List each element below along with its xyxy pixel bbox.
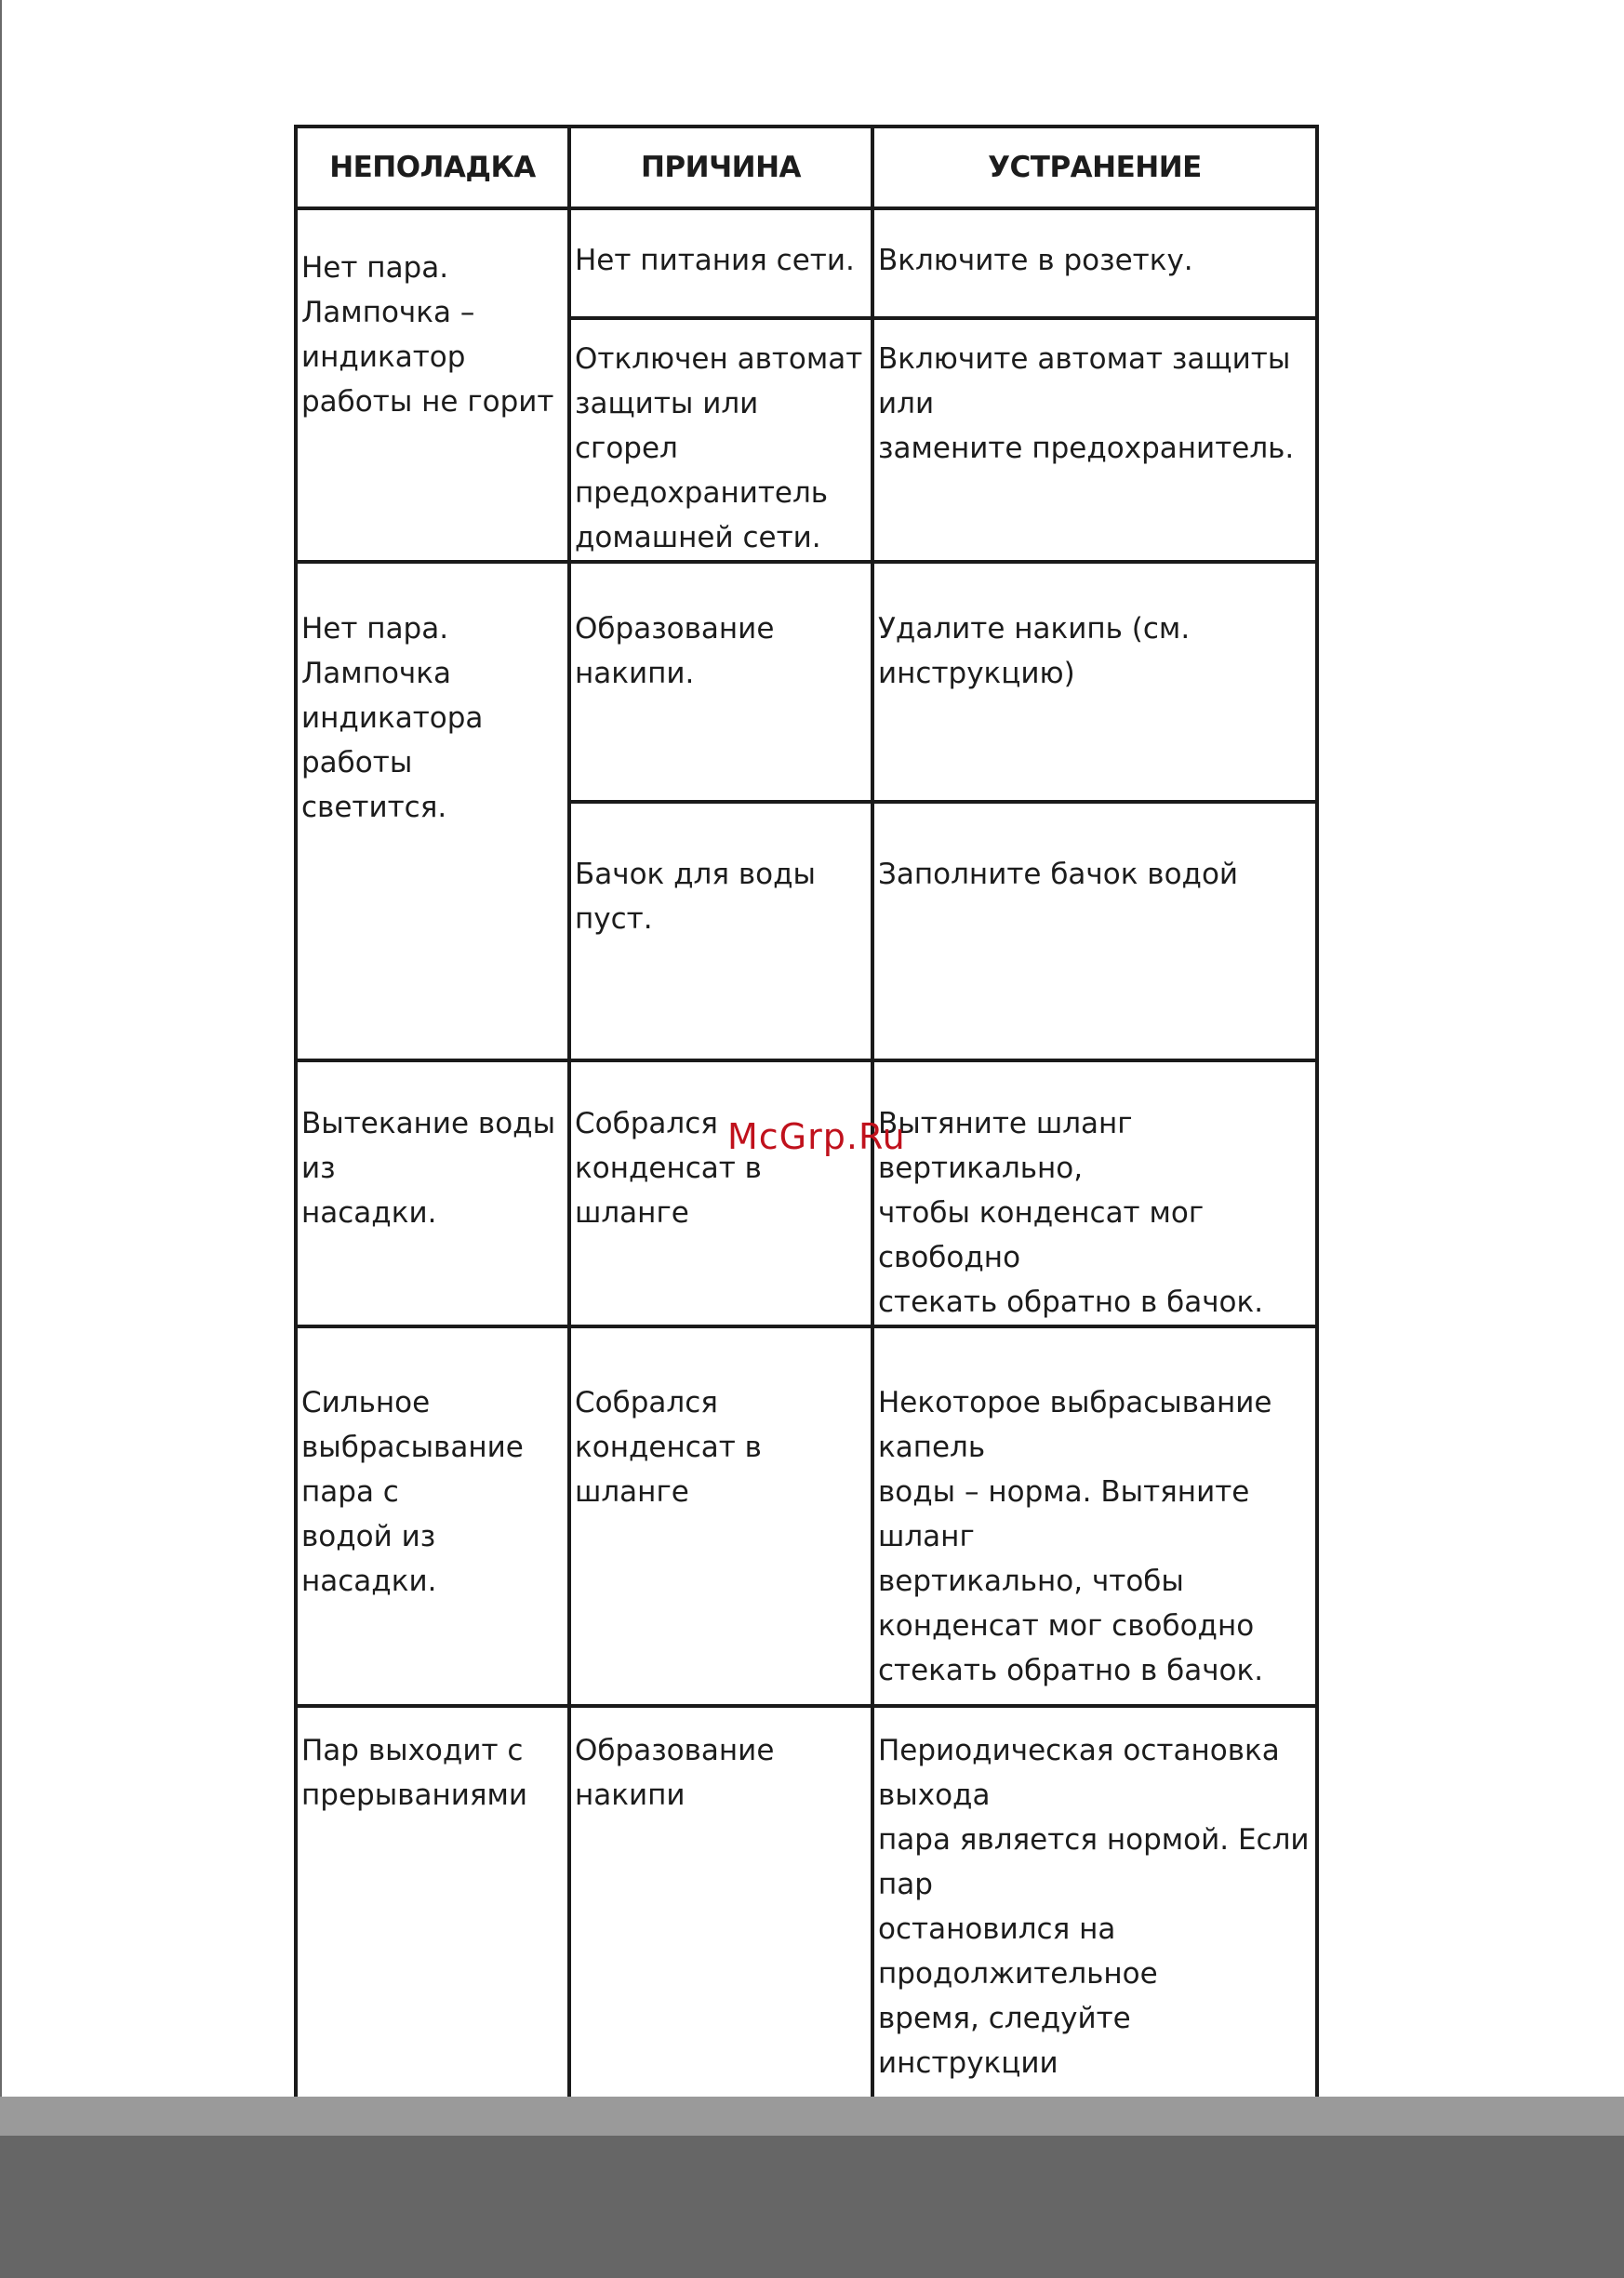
table-row [296, 562, 1317, 802]
cause-cell: Нет питания сети. [569, 208, 872, 318]
fix-cell: Включите автомат защиты или замените предохранитель. [872, 318, 1317, 562]
fix-cell: Включите в розетку. [872, 208, 1317, 318]
fix-cell: Периодическая остановка выхода пара является нормой. Если пар остановился на продолжительное время, следуйте инструкции [872, 1706, 1317, 2177]
watermark: McGrp.Ru [727, 1116, 906, 1157]
header-fix: УСТРАНЕНИЕ [872, 127, 1317, 208]
cause-cell: Образование накипи [569, 1706, 872, 2177]
cause-cell: Бачок для воды пуст. [569, 802, 872, 1060]
problem-cell: Сильное выбрасывание пара с водой из насадки. [296, 1326, 569, 1706]
problem-cell: Нет пара. Лампочка индикатора работы светится. [296, 562, 569, 1060]
problem-cell: Вытекание воды из насадки. [296, 1060, 569, 1326]
cause-cell: Образование накипи. [569, 562, 872, 802]
problem-cell: Нет пара. Лампочка – индикатор работы не горит [296, 208, 569, 562]
table-header-row [296, 127, 1317, 208]
header-problem: НЕПОЛАДКА [296, 127, 569, 208]
table-row [296, 208, 1317, 318]
table-row [296, 1326, 1317, 1706]
cause-cell: Отключен автомат защиты или сгорел предохранитель домашней сети. [569, 318, 872, 562]
cause-cell: Собрался конденсат в шланге [569, 1060, 872, 1326]
table-row [296, 1060, 1317, 1326]
footer-band-dark [0, 2136, 1624, 2278]
fix-cell: Вытяните шланг вертикально, чтобы конденсат мог свободно стекать обратно в бачок. [872, 1060, 1317, 1326]
fix-cell: Удалите накипь (см. инструкцию) [872, 562, 1317, 802]
fix-cell: Заполните бачок водой [872, 802, 1317, 1060]
footer-band-light [0, 2097, 1624, 2136]
header-cause: ПРИЧИНА [569, 127, 872, 208]
cause-cell: Собрался конденсат в шланге [569, 1326, 872, 1706]
fix-cell: Некоторое выбрасывание капель воды – норма. Вытяните шланг вертикально, чтобы конденсат мог свободно стекать обратно в бачок. [872, 1326, 1317, 1706]
problem-cell: Пар выходит с прерываниями [296, 1706, 569, 2177]
